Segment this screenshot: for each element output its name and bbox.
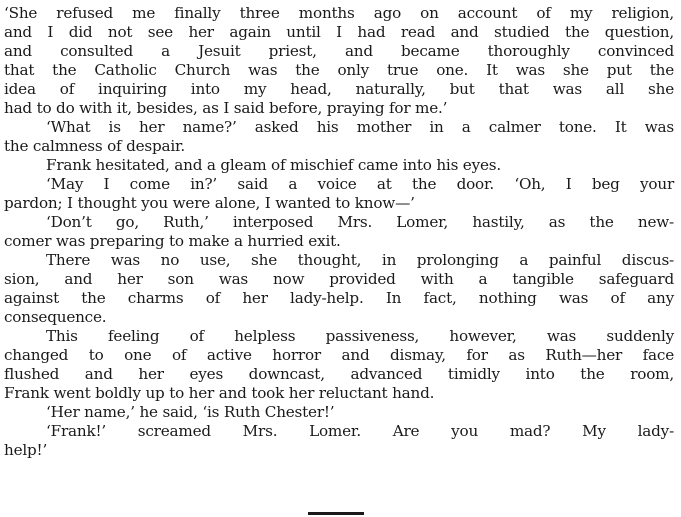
text-line-3: and consulted a Jesuit priest, and became thoroughly convinced [4,42,674,60]
text-line-1: ‘She refused me finally three months ago on account of my religion, [4,4,674,22]
text-line-23: ‘Frank!’ screamed Mrs. Lomer. Are you mad? My lady- [46,422,674,440]
text-line-14: There was no use, she thought, in prolonging a painful discus- [46,251,674,269]
text-line-20: flushed and her eyes downcast, advanced timidly into the room, [4,365,674,383]
text-line-13: comer was preparing to make a hurried exit. [4,232,341,250]
text-line-4: that the Catholic Church was the only true one. It was she put the [4,61,674,79]
text-line-17: consequence. [4,308,107,326]
text-line-16: against the charms of her lady-help. In fact, nothing was of any [4,289,674,307]
text-line-7: ‘What is her name?’ asked his mother in a calmer tone. It was [46,118,674,136]
text-line-8: the calmness of despair. [4,137,186,155]
text-line-15: sion, and her son was now provided with a tangible safeguard [4,270,674,288]
text-line-12: ‘Don’t go, Ruth,’ interposed Mrs. Lomer, hastily, as the new- [46,213,674,231]
text-line-11: pardon; I thought you were alone, I wanted to know—’ [4,194,415,212]
section-divider [308,512,364,515]
text-line-9: Frank hesitated, and a gleam of mischief came into his eyes. [46,156,501,174]
text-line-10: ‘May I come in?’ said a voice at the door. ‘Oh, I beg your [46,175,674,193]
text-line-24: help!’ [4,441,48,459]
text-line-21: Frank went boldly up to her and took her reluctant hand. [4,384,435,402]
text-line-2: and I did not see her again until I had read and studied the question, [4,23,674,41]
text-line-19: changed to one of active horror and dismay, for as Ruth—her face [4,346,674,364]
text-line-22: ‘Her name,’ he said, ‘is Ruth Chester!’ [46,403,335,421]
text-line-5: idea of inquiring into my head, naturally, but that was all she [4,80,674,98]
text-line-18: This feeling of helpless passiveness, however, was suddenly [46,327,674,345]
text-line-6: had to do with it, besides, as I said before, praying for me.’ [4,99,448,117]
